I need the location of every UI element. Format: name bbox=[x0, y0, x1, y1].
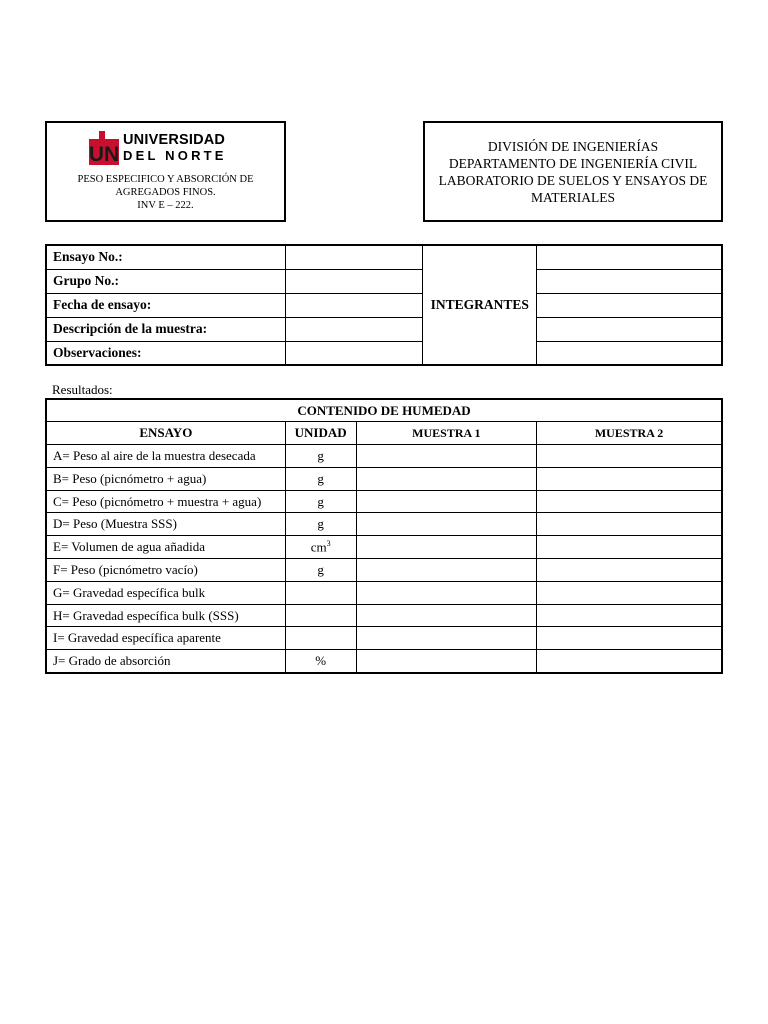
muestra1-value-field[interactable] bbox=[356, 467, 536, 490]
unidad-cell bbox=[285, 513, 356, 536]
observaciones-label: Observaciones: bbox=[46, 341, 285, 365]
ensayo-no-label: Ensayo No.: bbox=[46, 245, 285, 269]
results-title: CONTENIDO DE HUMEDAD bbox=[46, 399, 722, 422]
integrante-field[interactable] bbox=[537, 245, 722, 269]
department-line-2: DEPARTAMENTO DE INGENIERÍA CIVIL bbox=[448, 155, 698, 171]
results-header-row bbox=[46, 422, 722, 445]
unidad-cell bbox=[285, 467, 356, 490]
muestra1-value-field[interactable] bbox=[356, 445, 536, 468]
integrante-field[interactable] bbox=[537, 341, 722, 365]
muestra2-value-field[interactable] bbox=[537, 627, 722, 650]
muestra1-value-field[interactable] bbox=[356, 650, 536, 673]
muestra2-value-field[interactable] bbox=[537, 650, 722, 673]
info-table bbox=[45, 244, 723, 366]
table-row bbox=[46, 604, 722, 627]
muestra2-value-field[interactable] bbox=[537, 536, 722, 559]
col-ensayo-header: ENSAYO bbox=[46, 422, 285, 445]
department-line-3: LABORATORIO DE SUELOS Y ENSAYOS DE bbox=[438, 172, 708, 188]
grupo-no-label: Grupo No.: bbox=[46, 269, 285, 293]
muestra2-value-field[interactable] bbox=[537, 513, 722, 536]
document-caption bbox=[47, 173, 284, 212]
info-row bbox=[46, 317, 722, 341]
integrante-field[interactable] bbox=[537, 293, 722, 317]
department-box bbox=[423, 121, 723, 222]
resultados-label: Resultados: bbox=[52, 382, 113, 397]
muestra1-value-field[interactable] bbox=[356, 513, 536, 536]
table-row bbox=[46, 467, 722, 490]
ensayo-cell: I= Gravedad específica aparente bbox=[46, 627, 285, 650]
table-row bbox=[46, 490, 722, 513]
muestra1-value-field[interactable] bbox=[356, 627, 536, 650]
muestra2-value-field[interactable] bbox=[537, 604, 722, 627]
ensayo-cell: G= Gravedad específica bulk bbox=[46, 581, 285, 604]
muestra2-value-field[interactable] bbox=[537, 490, 722, 513]
unidad-cell bbox=[285, 604, 356, 627]
unidad-text: g bbox=[317, 516, 324, 532]
muestra1-value-field[interactable] bbox=[356, 490, 536, 513]
fecha-ensayo-field[interactable] bbox=[285, 293, 422, 317]
ensayo-cell: C= Peso (picnómetro + muestra + agua) bbox=[46, 490, 285, 513]
integrantes-label: INTEGRANTES bbox=[423, 245, 537, 365]
muestra1-value-field[interactable] bbox=[356, 581, 536, 604]
info-row bbox=[46, 293, 722, 317]
ensayo-cell: H= Gravedad específica bulk (SSS) bbox=[46, 604, 285, 627]
ensayo-cell: F= Peso (picnómetro vacío) bbox=[46, 559, 285, 582]
unidad-text: g bbox=[317, 470, 324, 486]
ensayo-cell: J= Grado de absorción bbox=[46, 650, 285, 673]
unidad-text: cm bbox=[310, 539, 327, 555]
table-row bbox=[46, 513, 722, 536]
department-line-1: DIVISIÓN DE INGENIERÍAS bbox=[487, 138, 659, 154]
info-row bbox=[46, 245, 722, 269]
results-table bbox=[45, 398, 723, 674]
muestra2-value-field[interactable] bbox=[537, 581, 722, 604]
table-row bbox=[46, 650, 722, 673]
unidad-cell bbox=[285, 627, 356, 650]
integrante-field[interactable] bbox=[537, 317, 722, 341]
caption-line-3: INV E – 222. bbox=[137, 200, 194, 211]
col-muestra1-header: MUESTRA 1 bbox=[356, 422, 536, 445]
table-row bbox=[46, 627, 722, 650]
info-row bbox=[46, 341, 722, 365]
fecha-ensayo-label: Fecha de ensayo: bbox=[46, 293, 285, 317]
svg-text:UN: UN bbox=[89, 143, 120, 165]
university-logo bbox=[89, 131, 249, 165]
logo-box bbox=[45, 121, 286, 222]
caption-line-1: PESO ESPECIFICO Y ABSORCIÓN DE bbox=[77, 174, 254, 185]
table-row bbox=[46, 559, 722, 582]
unidad-cell bbox=[285, 559, 356, 582]
observaciones-field[interactable] bbox=[285, 341, 422, 365]
unidad-text: g bbox=[317, 493, 324, 509]
table-row bbox=[46, 445, 722, 468]
department-line-4: MATERIALES bbox=[531, 189, 615, 205]
descripcion-muestra-label: Descripción de la muestra: bbox=[46, 317, 285, 341]
un-logo-icon bbox=[89, 131, 121, 165]
unidad-cell bbox=[285, 445, 356, 468]
integrante-field[interactable] bbox=[537, 269, 722, 293]
info-row bbox=[46, 269, 722, 293]
unidad-cell bbox=[285, 650, 356, 673]
ensayo-cell: E= Volumen de agua añadida bbox=[46, 536, 285, 559]
table-row bbox=[46, 581, 722, 604]
muestra1-value-field[interactable] bbox=[356, 604, 536, 627]
unidad-cell bbox=[285, 490, 356, 513]
results-title-row bbox=[46, 399, 722, 422]
unidad-text: g bbox=[317, 561, 324, 577]
unidad-exponent: 3 bbox=[326, 539, 331, 549]
col-unidad-header: UNIDAD bbox=[285, 422, 356, 445]
muestra2-value-field[interactable] bbox=[537, 559, 722, 582]
caption-line-2: AGREGADOS FINOS. bbox=[115, 187, 216, 198]
unidad-text: % bbox=[315, 652, 327, 668]
unidad-cell bbox=[285, 536, 356, 559]
unidad-text: g bbox=[317, 447, 324, 463]
col-muestra2-header: MUESTRA 2 bbox=[537, 422, 722, 445]
results-body bbox=[46, 445, 722, 673]
unidad-cell bbox=[285, 581, 356, 604]
grupo-no-field[interactable] bbox=[285, 269, 422, 293]
muestra2-value-field[interactable] bbox=[537, 467, 722, 490]
descripcion-muestra-field[interactable] bbox=[285, 317, 422, 341]
ensayo-cell: B= Peso (picnómetro + agua) bbox=[46, 467, 285, 490]
table-row bbox=[46, 536, 722, 559]
muestra2-value-field[interactable] bbox=[537, 445, 722, 468]
muestra1-value-field[interactable] bbox=[356, 559, 536, 582]
ensayo-cell: A= Peso al aire de la muestra desecada bbox=[46, 445, 285, 468]
logo-line-2: DEL NORTE bbox=[123, 148, 227, 163]
ensayo-no-field[interactable] bbox=[285, 245, 422, 269]
logo-line-1: UNIVERSIDAD bbox=[123, 132, 226, 148]
ensayo-cell: D= Peso (Muestra SSS) bbox=[46, 513, 285, 536]
muestra1-value-field[interactable] bbox=[356, 536, 536, 559]
